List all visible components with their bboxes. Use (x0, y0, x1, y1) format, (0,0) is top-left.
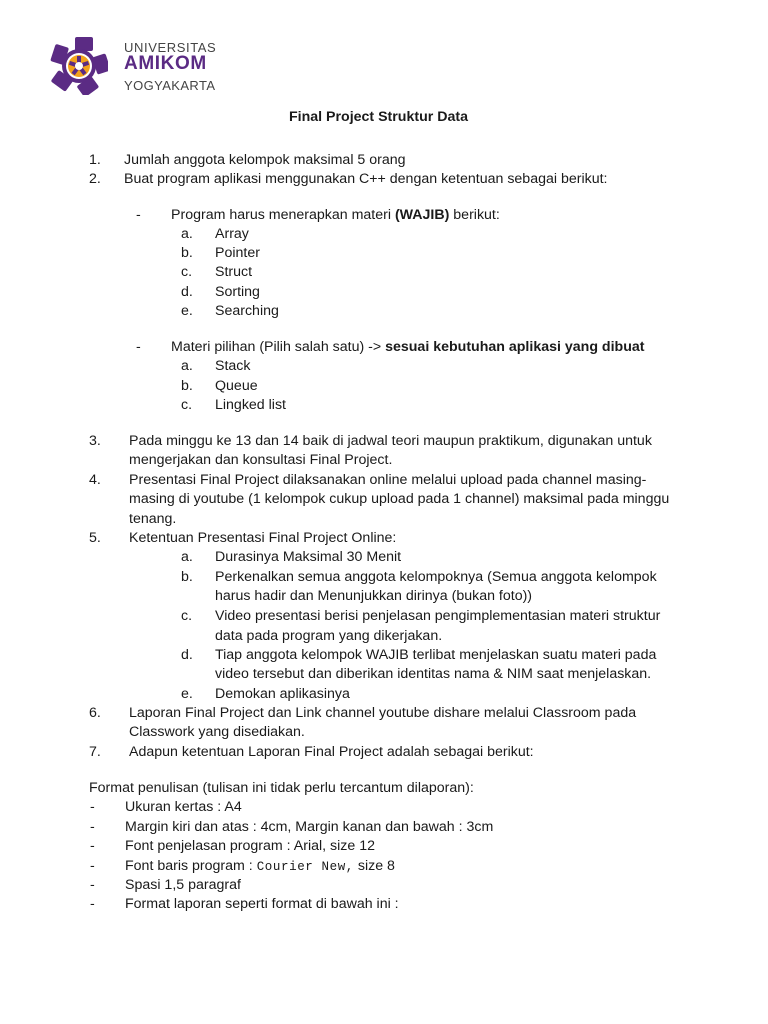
list-letter: d. (181, 284, 193, 300)
list-letter: c. (181, 264, 193, 280)
item-text: Classwork yang disediakan. (129, 724, 305, 740)
list-item: Struct (215, 264, 253, 280)
bullet-dash: - (90, 877, 95, 893)
format-item: Margin kiri dan atas : 4cm, Margin kanan dan bawah : 3cm (125, 819, 494, 835)
item-number: 4. (89, 472, 101, 488)
bullet-dash: - (90, 799, 95, 815)
pilihan-bold: sesuai kebutuhan aplikasi yang dibuat (385, 339, 645, 355)
wajib-pre: Program harus menerapkan materi (171, 207, 395, 223)
list-item: Array (215, 226, 249, 242)
list-letter: a. (181, 358, 193, 374)
list-item: Queue (215, 378, 258, 394)
list-letter: c. (181, 608, 193, 624)
list-item: harus hadir dan Menunjukkan dirinya (bukan foto)) (215, 588, 533, 604)
list-letter: b. (181, 569, 193, 585)
bullet-dash: - (90, 819, 95, 835)
amikom-logo (50, 37, 108, 95)
list-letter: a. (181, 549, 193, 565)
item-text: Presentasi Final Project dilaksanakan online melalui upload pada channel masing- (129, 472, 647, 488)
item-number: 5. (89, 530, 101, 546)
format-item: Ukuran kertas : A4 (125, 799, 242, 815)
format-item (125, 857, 395, 877)
document-title: Final Project Struktur Data (289, 109, 468, 125)
format-item: Spasi 1,5 paragraf (125, 877, 241, 893)
list-item: Searching (215, 303, 279, 319)
list-item: Video presentasi berisi penjelasan pengimplementasian materi struktur (215, 608, 661, 624)
item-text: Adapun ketentuan Laporan Final Project adalah sebagai berikut: (129, 744, 534, 760)
item-number: 3. (89, 433, 101, 449)
list-letter: c. (181, 397, 193, 413)
pilihan-heading (171, 338, 644, 357)
list-item: Durasinya Maksimal 30 Menit (215, 549, 402, 565)
university-name: AMIKOM (124, 53, 207, 74)
bullet-dash: - (136, 207, 141, 223)
list-letter: e. (181, 303, 193, 319)
list-item: Stack (215, 358, 251, 374)
list-item: Tiap anggota kelompok WAJIB terlibat menjelaskan suatu materi pada (215, 647, 657, 663)
pilihan-pre: Materi pilihan (Pilih salah satu) -> (171, 339, 386, 355)
item-number: 2. (89, 171, 101, 187)
item-text: masing di youtube (1 kelompok cukup upload pada 1 channel) maksimal pada minggu (129, 491, 670, 507)
wajib-heading (171, 206, 500, 225)
wajib-bold: (WAJIB) (394, 207, 450, 223)
list-item: Lingked list (215, 397, 286, 413)
list-letter: a. (181, 226, 193, 242)
item-text: Ketentuan Presentasi Final Project Online: (129, 530, 397, 546)
list-letter: e. (181, 686, 193, 702)
item-number: 7. (89, 744, 101, 760)
list-letter: d. (181, 647, 193, 663)
format-item-mono: Courier New, (256, 860, 354, 874)
format-heading: Format penulisan (tulisan ini tidak perlu tercantum dilaporan): (89, 780, 474, 796)
item-text: Pada minggu ke 13 dan 14 baik di jadwal teori maupun praktikum, digunakan untuk (129, 433, 652, 449)
bullet-dash: - (136, 339, 141, 355)
item-text: Jumlah anggota kelompok maksimal 5 orang (124, 152, 406, 168)
list-item: Sorting (215, 284, 260, 300)
bullet-dash: - (90, 838, 95, 854)
list-item: Pointer (215, 245, 260, 261)
list-item: Demokan aplikasinya (215, 686, 350, 702)
list-item: video tersebut dan diberikan identitas nama & NIM saat menjelaskan. (215, 666, 652, 682)
bullet-dash: - (90, 858, 95, 874)
university-city: YOGYAKARTA (124, 78, 216, 93)
item-text: Buat program aplikasi menggunakan C++ dengan ketentuan sebagai berikut: (124, 171, 608, 187)
wajib-post: berikut: (449, 207, 500, 223)
list-letter: b. (181, 245, 193, 261)
item-number: 1. (89, 152, 101, 168)
format-item-pre: Font baris program : (125, 858, 257, 874)
list-item: Perkenalkan semua anggota kelompoknya (Semua anggota kelompok (215, 569, 657, 585)
item-text: tenang. (129, 511, 177, 527)
bullet-dash: - (90, 896, 95, 912)
format-item: Format laporan seperti format di bawah ini : (125, 896, 399, 912)
item-text: Laporan Final Project dan Link channel youtube dishare melalui Classroom pada (129, 705, 637, 721)
university-line-1: UNIVERSITAS (124, 40, 217, 55)
item-number: 6. (89, 705, 101, 721)
item-text: mengerjakan dan konsultasi Final Project. (129, 452, 393, 468)
list-letter: b. (181, 378, 193, 394)
format-item: Font penjelasan program : Arial, size 12 (125, 838, 375, 854)
list-item: data pada program yang dikerjakan. (215, 628, 443, 644)
format-item-post: size 8 (353, 858, 395, 874)
